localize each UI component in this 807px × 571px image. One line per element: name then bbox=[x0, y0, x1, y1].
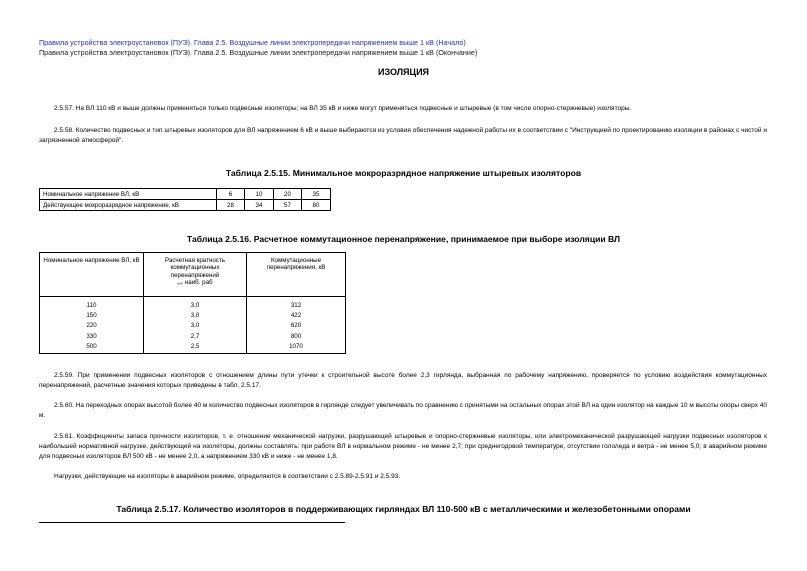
column-header-ratio-text: Расчетная кратность коммутационных перенапряжений bbox=[165, 257, 225, 279]
row-label-wet-discharge-voltage: Действующее мокроразрядное напряжение, кВ bbox=[40, 200, 217, 211]
table-2-5-17-title: Таблица 2.5.17. Количество изоляторов в поддерживающих гирляндах ВЛ 110-500 кВ с металлическими и железобетонными опорами bbox=[116, 504, 691, 514]
table-row bbox=[40, 311, 346, 321]
paragraph-2-5-57: 2.5.57. На ВЛ 110 кВ и выше должны применяться только подвесные изоляторы; на ВЛ 35 кВ и ниже могут применяться подвесные и штыревые (в том числе опорно-стержневые) изоляторы. bbox=[54, 105, 632, 112]
table-cell: 10 bbox=[245, 189, 274, 200]
table-cell: 2,5 bbox=[144, 342, 247, 353]
paragraph-2-5-58: 2.5.58. Количество подвесных и тип штыревых изоляторов для ВЛ напряжением 6 кВ и выше выбираются из условия обеспечения надежной работы их в соответствии с "Инструкцией по проектированию изоляции в районах с чистой и загрязненной атмосферой". bbox=[39, 127, 767, 144]
table-row bbox=[40, 200, 331, 211]
table-cell: 2,7 bbox=[144, 332, 247, 342]
table-cell: 1070 bbox=[247, 342, 346, 353]
table-cell: 620 bbox=[247, 321, 346, 331]
table-cell: 20 bbox=[274, 189, 302, 200]
column-header-switching-overvoltage: Коммутационные перенапряжения, кВ bbox=[247, 253, 346, 297]
table-cell: 110 bbox=[40, 301, 144, 311]
paragraph-emergency-loads: Нагрузки, действующие на изоляторы в аварийном режиме, определяются в соответствии с 2.5.89-2.5.91 и 2.5.93. bbox=[54, 473, 401, 480]
formula-suffix: наиб. раб bbox=[184, 279, 213, 287]
table-cell: 220 bbox=[40, 321, 144, 331]
table-cell: 422 bbox=[247, 311, 346, 321]
table-cell: 3,0 bbox=[144, 301, 247, 311]
table-row bbox=[40, 332, 346, 342]
table-row bbox=[40, 301, 346, 311]
table-2-5-15 bbox=[39, 188, 331, 211]
table-cell: 28 bbox=[217, 200, 245, 211]
table-row bbox=[40, 342, 346, 353]
table-cell: 150 bbox=[40, 311, 144, 321]
table-header-row bbox=[40, 253, 346, 297]
table-cell: 330 bbox=[40, 332, 144, 342]
chapter-end-link[interactable]: Правила устройства электроустановок (ПУЭ). Глава 2.5. Воздушные линии электропередачи напряжением выше 1 кВ (Окончание) bbox=[39, 48, 478, 57]
table-2-5-16-title: Таблица 2.5.16. Расчетное коммутационное перенапряжение, принимаемое при выборе изоляции ВЛ bbox=[186, 234, 621, 244]
chapter-start-link[interactable]: Правила устройства электроустановок (ПУЭ). Глава 2.5. Воздушные линии электропередачи напряжением выше 1 кВ (Начало) bbox=[39, 38, 466, 47]
column-header-overvoltage-ratio bbox=[144, 253, 247, 297]
table-cell: 57 bbox=[274, 200, 302, 211]
column-header-nominal-voltage: Номинальное напряжение ВЛ, кВ bbox=[40, 253, 144, 297]
formula-symbol: ᵤ,ᵣᵢ, bbox=[177, 280, 184, 287]
footnote-divider bbox=[39, 522, 345, 523]
paragraph-2-5-61: 2.5.61. Коэффициенты запаса прочности изоляторов, т. е. отношение механической нагрузки, разрушающей штыревые и опорно-стержневые изоляторы, или электромеханической разрушающей нагрузки подвесных изоляторов к наибольшей нормативной нагрузке, действующей на изоляторы, должны составлять: при работе ВЛ в нормальном режиме - не менее 2,7; при среднегодовой температуре, отсутствии гололеда и ветра - не менее 5,0; в аварийном режиме для подвесных изоляторов ВЛ 500 кВ - не менее 2,0, а напряжением 330 кВ и ниже - не менее 1,8. bbox=[39, 433, 767, 460]
table-cell: 34 bbox=[245, 200, 274, 211]
table-cell: 3,0 bbox=[144, 311, 247, 321]
section-title: ИЗОЛЯЦИЯ bbox=[377, 67, 430, 77]
table-cell: 80 bbox=[302, 200, 331, 211]
table-cell: 312 bbox=[247, 301, 346, 311]
row-label-nominal-voltage: Номинальное напряжение ВЛ, кВ bbox=[40, 189, 217, 200]
paragraph-2-5-59: 2.5.59. При применении подвесных изоляторов с отношением длины пути утечки к строительной высоте более 2,3 гирлянда, выбранная по рабочему напряжению, проверяется по условию воздействия коммутационных перенапряжений, расчетные значения которых приведены в табл. 2.5.17. bbox=[39, 372, 767, 389]
table-cell: 6 bbox=[217, 189, 245, 200]
table-cell: 3,0 bbox=[144, 321, 247, 331]
paragraph-2-5-60: 2.5.60. На переходных опорах высотой более 40 м количество подвесных изоляторов в гирлянде следует увеличивать по сравнению с принятыми на остальных опорах этой ВЛ на один изолятор на каждые 10 м высоты опоры сверх 40 м. bbox=[39, 402, 767, 419]
table-2-5-16 bbox=[39, 252, 346, 354]
table-row bbox=[40, 321, 346, 331]
table-2-5-15-title: Таблица 2.5.15. Минимальное мокроразрядное напряжение штыревых изоляторов bbox=[225, 168, 582, 178]
table-cell: 500 bbox=[40, 342, 144, 353]
table-cell: 35 bbox=[302, 189, 331, 200]
table-row bbox=[40, 189, 331, 200]
table-cell: 800 bbox=[247, 332, 346, 342]
